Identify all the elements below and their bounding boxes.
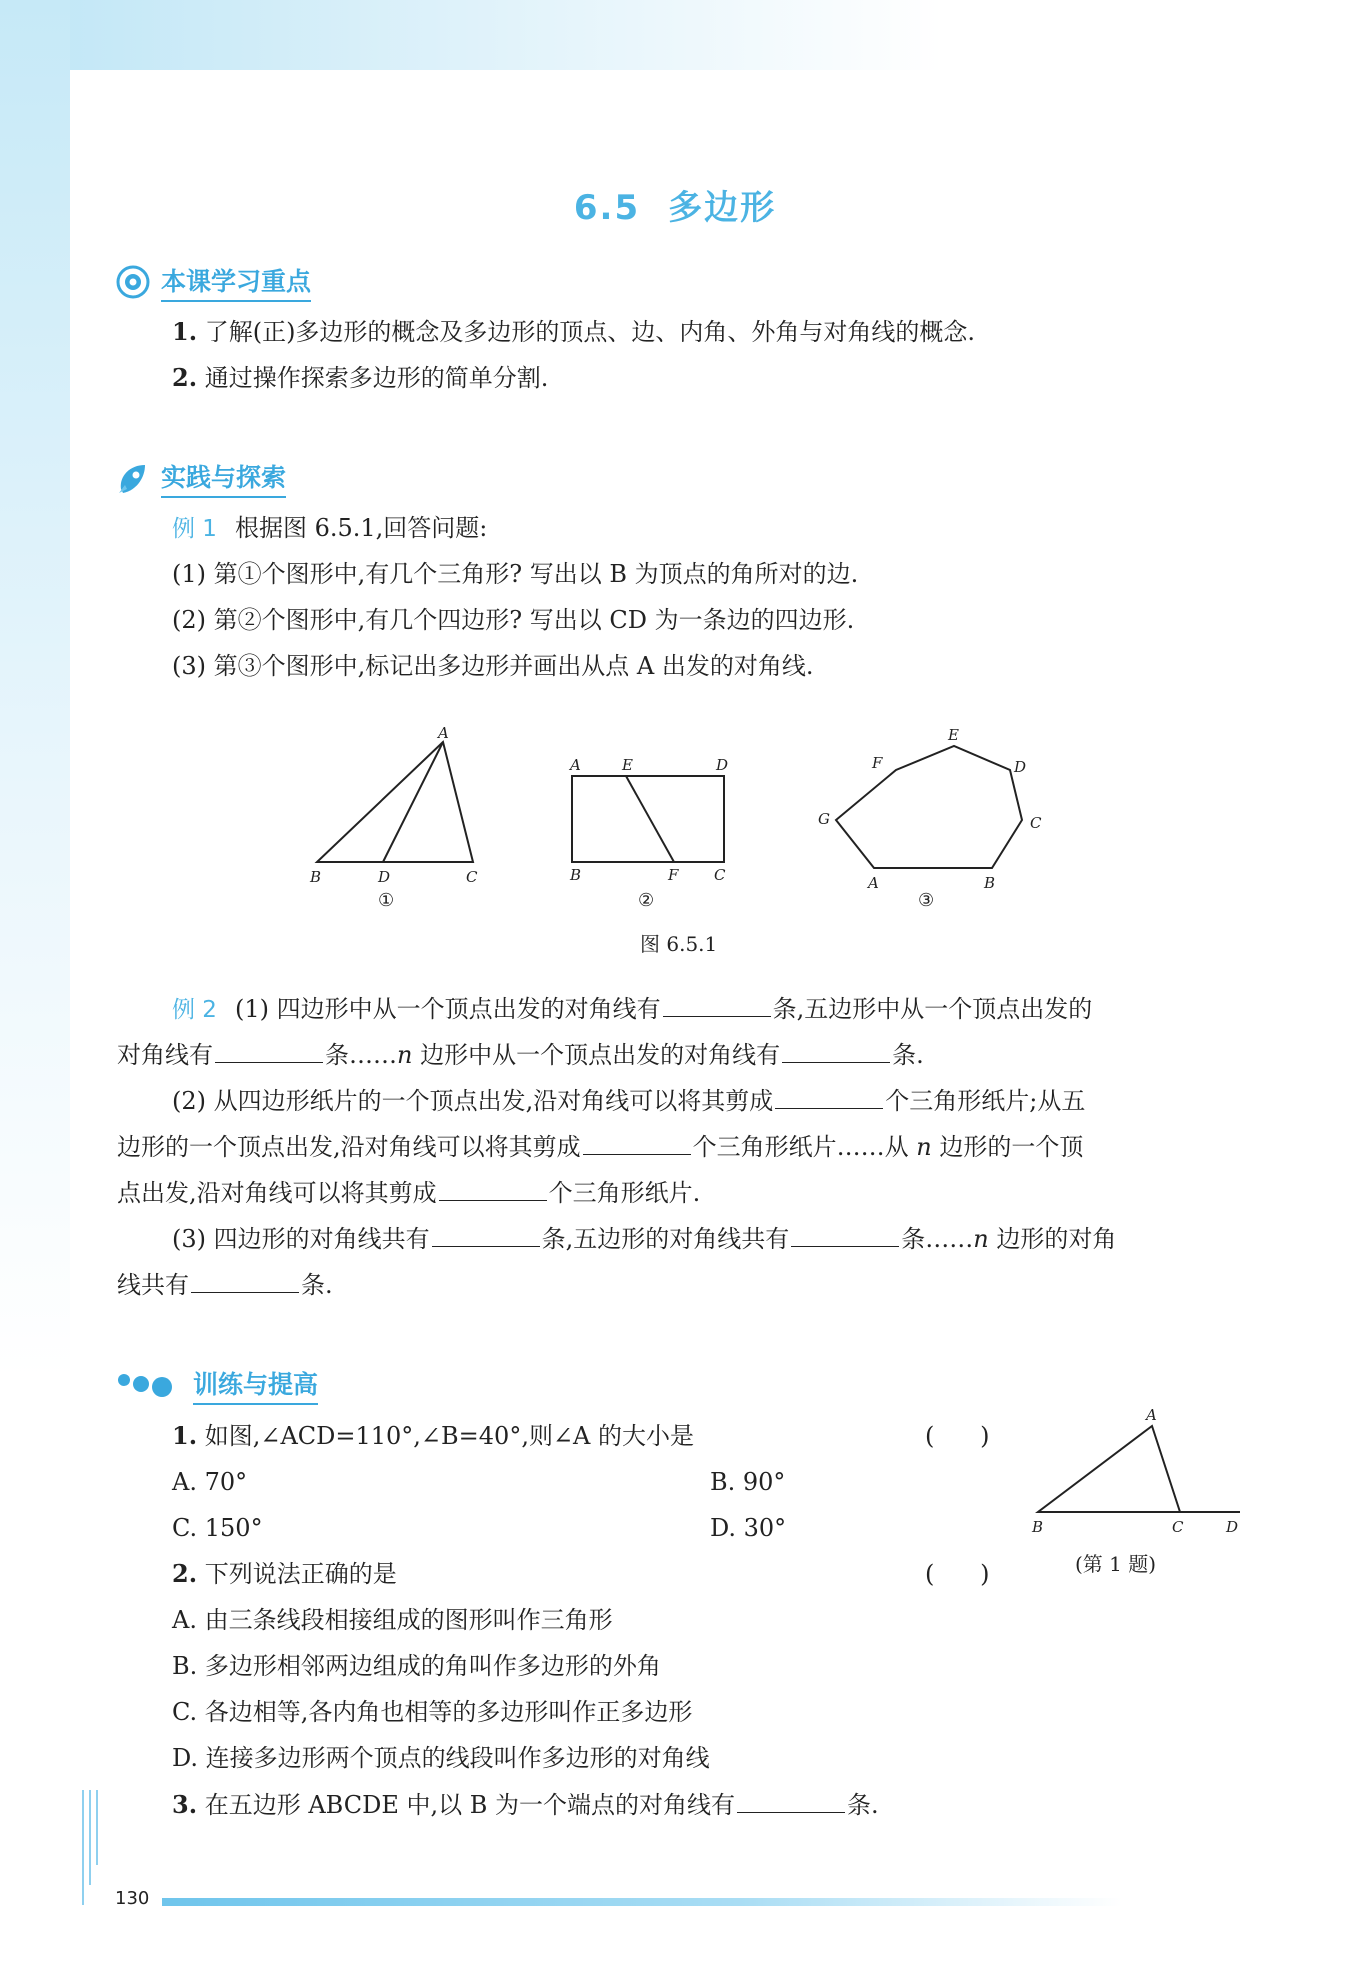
option-d: D. 30° [710, 1514, 787, 1542]
text: 条. [301, 1271, 333, 1299]
option-c: C. 150° [172, 1514, 263, 1542]
page-top-band [0, 0, 1350, 80]
variable-n: n [397, 1041, 413, 1069]
vertex-label: F [872, 754, 883, 772]
focus-item-2 [172, 362, 548, 394]
vertex-label: D [1014, 758, 1027, 776]
text: 个三角形纸片;从五 [885, 1087, 1086, 1115]
dots-icon [115, 1368, 187, 1402]
text: 对角线有 [117, 1041, 213, 1069]
question-2 [172, 1558, 397, 1590]
example-label: 例 2 [172, 997, 217, 1023]
text: (3) 四边形的对角线共有 [172, 1225, 430, 1253]
page-left-band [0, 0, 70, 1969]
text: 条. [892, 1041, 924, 1069]
vertex-label: C [1172, 1518, 1184, 1536]
text: 边形中从一个顶点出发的对角线有 [412, 1041, 781, 1069]
answer-parentheses[interactable]: ( ) [925, 1560, 990, 1588]
answer-blank[interactable] [782, 1038, 890, 1063]
text: 条…… [901, 1225, 974, 1253]
question-text: 在五边形 ABCDE 中,以 B 为一个端点的对角线有 [204, 1791, 736, 1819]
example-2-line-3 [172, 1084, 1085, 1117]
text: 线共有 [117, 1271, 189, 1299]
footer-bar [162, 1898, 1122, 1906]
section-label: 训练与提高 [193, 1365, 318, 1405]
question-1 [172, 1420, 694, 1452]
text: 条…… [325, 1041, 397, 1069]
question-text: 如图,∠ACD=110°,∠B=40°,则∠A 的大小是 [204, 1422, 695, 1450]
answer-blank[interactable] [791, 1222, 899, 1247]
answer-blank[interactable] [737, 1788, 845, 1813]
vertex-label: E [622, 756, 633, 774]
answer-blank[interactable] [775, 1084, 883, 1109]
example-intro-text: 根据图 6.5.1,回答问题: [234, 514, 488, 542]
section-title: 多边形 [668, 188, 777, 228]
figure-number: ③ [918, 890, 935, 911]
vertex-label: B [570, 866, 582, 884]
option-b: B. 多边形相邻两边组成的角叫作多边形的外角 [172, 1652, 661, 1680]
vertex-label: E [948, 726, 959, 744]
text: (2) 从四边形纸片的一个顶点出发,沿对角线可以将其剪成 [172, 1087, 774, 1115]
variable-n: n [916, 1133, 932, 1161]
vertex-label: G [818, 810, 830, 828]
question-number: 2. [172, 1559, 198, 1588]
vertex-label: C [714, 866, 726, 884]
vertex-label: F [668, 866, 679, 884]
question-1-figure [1020, 1400, 1260, 1540]
section-header-practice [115, 458, 286, 498]
vertex-label: A [570, 756, 581, 774]
answer-blank[interactable] [439, 1176, 547, 1201]
question-number: 1. [172, 1421, 198, 1450]
example-2-line-1 [172, 992, 1092, 1026]
question-number: 3. [172, 1790, 198, 1819]
vertex-label: B [310, 868, 322, 886]
focus-item-1 [172, 316, 975, 348]
answer-blank[interactable] [215, 1038, 323, 1063]
vertex-label: C [1030, 814, 1042, 832]
option-a: A. 由三条线段相接组成的图形叫作三角形 [172, 1606, 613, 1634]
text: (1) 四边形中从一个顶点出发的对角线有 [234, 995, 661, 1023]
example-2-line-6 [172, 1222, 1116, 1255]
text: 边形的对角 [988, 1225, 1117, 1253]
answer-blank[interactable] [583, 1130, 691, 1155]
text: 边形的一个顶点出发,沿对角线可以将其剪成 [117, 1133, 581, 1161]
vertex-label: D [1226, 1518, 1239, 1536]
example-2-line-2 [117, 1038, 924, 1071]
example-2-line-4 [117, 1130, 1083, 1163]
question-text: 下列说法正确的是 [204, 1560, 397, 1588]
figure-rectangle [568, 756, 728, 911]
vertex-label: A [1146, 1406, 1157, 1424]
text: 个三角形纸片. [548, 1179, 701, 1207]
variable-n: n [973, 1225, 989, 1253]
question-3 [172, 1788, 879, 1821]
item-text: 通过操作探索多边形的简单分割. [204, 364, 549, 392]
option-c: C. 各边相等,各内角也相等的多边形叫作正多边形 [172, 1698, 693, 1726]
section-label: 实践与探索 [161, 458, 286, 498]
option-a: A. 70° [172, 1468, 248, 1496]
example-1-q3: (3) 第③个图形中,标记出多边形并画出从点 A 出发的对角线. [172, 652, 814, 680]
item-text: 了解(正)多边形的概念及多边形的顶点、边、内角、外角与对角线的概念. [204, 318, 976, 346]
text: 边形的一个顶 [931, 1133, 1084, 1161]
answer-blank[interactable] [191, 1268, 299, 1293]
vertex-label: D [716, 756, 729, 774]
vertex-label: D [378, 868, 391, 886]
rocket-icon [115, 459, 153, 497]
example-1-intro [172, 512, 487, 545]
section-label: 本课学习重点 [161, 262, 311, 302]
section-header-focus [115, 262, 311, 302]
option-d: D. 连接多边形两个顶点的线段叫作多边形的对角线 [172, 1744, 710, 1772]
page-title [0, 180, 1350, 229]
text: 条,五边形的对角线共有 [541, 1225, 790, 1253]
answer-blank[interactable] [432, 1222, 540, 1247]
margin-lines [82, 1790, 102, 1905]
vertex-label: A [438, 724, 449, 742]
vertex-label: A [868, 874, 879, 892]
vertex-label: B [1032, 1518, 1044, 1536]
figure-caption: 图 6.5.1 [640, 932, 718, 956]
question-text: 条. [847, 1791, 879, 1819]
section-header-training [115, 1365, 318, 1405]
page-number: 130 [115, 1888, 150, 1909]
example-label: 例 1 [172, 516, 217, 542]
example-2-line-5 [117, 1176, 700, 1209]
figure-number: ① [378, 890, 395, 911]
figure-caption: (第 1 题) [1075, 1552, 1157, 1576]
text: 点出发,沿对角线可以将其剪成 [117, 1179, 437, 1207]
example-1-q1: (1) 第①个图形中,有几个三角形? 写出以 B 为顶点的角所对的边. [172, 560, 859, 588]
figure-number: ② [638, 890, 655, 911]
example-2-line-7 [117, 1268, 333, 1301]
option-b: B. 90° [710, 1468, 786, 1496]
vertex-label: C [466, 868, 478, 886]
section-number: 6.5 [573, 188, 641, 228]
vertex-label: B [984, 874, 996, 892]
figure-6-5-1 [300, 720, 1060, 920]
figure-heptagon [818, 726, 1042, 911]
text: 个三角形纸片……从 [692, 1133, 917, 1161]
text: 条,五边形中从一个顶点出发的 [772, 995, 1093, 1023]
figure-triangle [309, 724, 478, 911]
item-number: 2. [172, 363, 198, 392]
item-number: 1. [172, 317, 198, 346]
example-1-q2: (2) 第②个图形中,有几个四边形? 写出以 CD 为一条边的四边形. [172, 606, 855, 634]
answer-blank[interactable] [663, 992, 771, 1017]
answer-parentheses[interactable]: ( ) [925, 1422, 990, 1450]
target-icon [115, 264, 151, 300]
